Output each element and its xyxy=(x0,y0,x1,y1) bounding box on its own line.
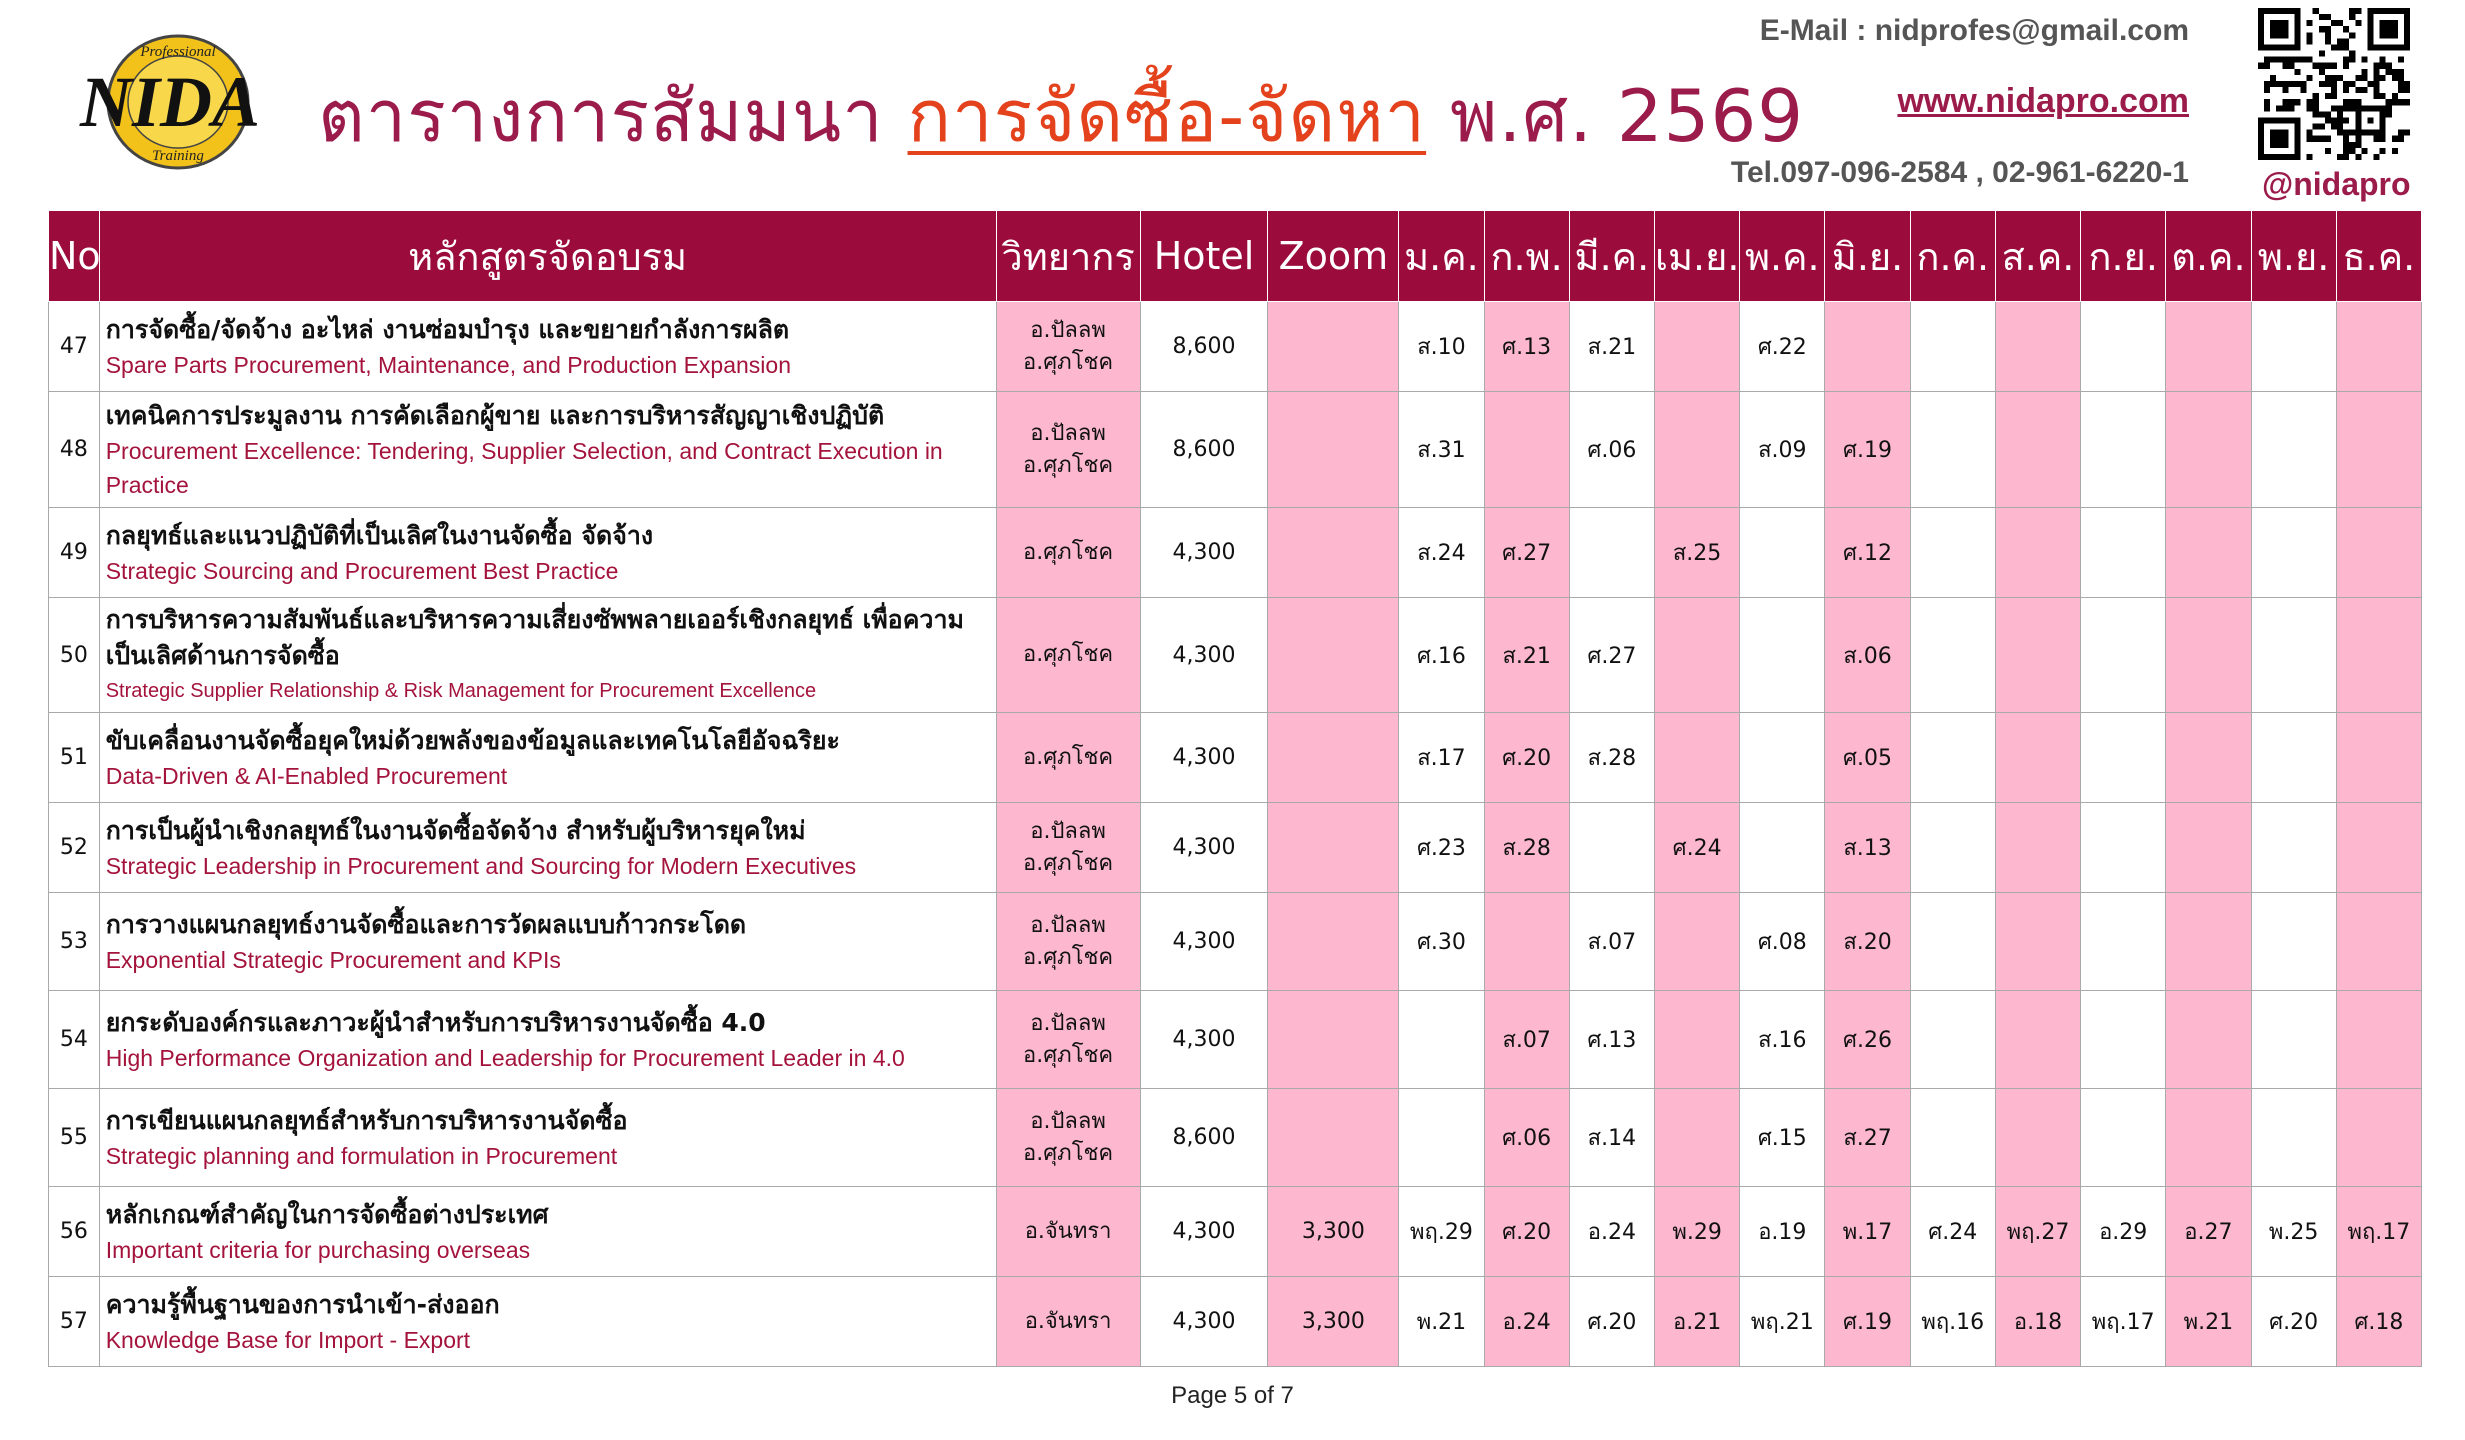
logo-ring-top: Professional xyxy=(140,44,216,60)
month-date-cell xyxy=(2251,302,2336,392)
month-date-cell xyxy=(2166,598,2251,713)
month-date-cell xyxy=(1995,803,2080,893)
course-cell xyxy=(99,893,996,991)
month-date-cell: ส.25 xyxy=(1654,508,1739,598)
month-date-cell: ส.07 xyxy=(1569,893,1654,991)
title-prefix: ตารางการสัมมนา xyxy=(318,74,908,158)
hotel-price: 4,300 xyxy=(1140,508,1268,598)
column-header: ธ.ค. xyxy=(2336,211,2421,302)
month-date-cell xyxy=(1910,893,1995,991)
month-date-cell xyxy=(2166,302,2251,392)
month-date-cell: พ.25 xyxy=(2251,1187,2336,1277)
month-date-cell xyxy=(2251,991,2336,1089)
speaker-name: อ.ปัลลพ xyxy=(1030,1108,1106,1134)
speaker-cell xyxy=(996,1089,1140,1187)
month-date-cell: อ.18 xyxy=(1995,1277,2080,1367)
course-title-thai: การบริหารความสัมพันธ์และบริหารความเสี่ยงซัพพลายเออร์เชิงกลยุทธ์ เพื่อความเป็นเลิศด้านการจัดซื้อ xyxy=(105,605,964,670)
month-date-cell xyxy=(1995,598,2080,713)
column-header: วิทยากร xyxy=(996,211,1140,302)
month-date-cell xyxy=(2251,713,2336,803)
month-date-cell: อ.29 xyxy=(2081,1187,2166,1277)
month-date-cell xyxy=(2336,392,2421,508)
course-title-english: Strategic Sourcing and Procurement Best Practice xyxy=(105,557,619,584)
month-date-cell: ศ.15 xyxy=(1740,1089,1825,1187)
column-header: มี.ค. xyxy=(1569,211,1654,302)
month-date-cell: อ.27 xyxy=(2166,1187,2251,1277)
course-number: 52 xyxy=(49,803,100,893)
course-title-english: Strategic Supplier Relationship & Risk Management for Procurement Excellence xyxy=(105,680,817,702)
course-number: 51 xyxy=(49,713,100,803)
zoom-price xyxy=(1268,598,1399,713)
month-date-cell xyxy=(2166,508,2251,598)
speaker-cell xyxy=(996,991,1140,1089)
month-date-cell xyxy=(1569,508,1654,598)
course-title-english: Knowledge Base for Import - Export xyxy=(105,1326,471,1353)
column-header: เม.ย. xyxy=(1654,211,1739,302)
month-date-cell xyxy=(1910,991,1995,1089)
course-cell xyxy=(99,392,996,508)
course-cell xyxy=(99,713,996,803)
nida-logo xyxy=(60,30,280,180)
month-date-cell xyxy=(1654,893,1739,991)
social-handle[interactable]: @nidapro xyxy=(2262,166,2411,202)
course-number: 47 xyxy=(49,302,100,392)
hotel-price: 4,300 xyxy=(1140,893,1268,991)
month-date-cell: ศ.20 xyxy=(2251,1277,2336,1367)
column-header: No xyxy=(49,211,100,302)
month-date-cell: พ.17 xyxy=(1825,1187,1910,1277)
month-date-cell: ส.17 xyxy=(1399,713,1484,803)
month-date-cell: ศ.24 xyxy=(1910,1187,1995,1277)
month-date-cell: ศ.06 xyxy=(1569,392,1654,508)
month-date-cell xyxy=(2081,392,2166,508)
zoom-price xyxy=(1268,508,1399,598)
month-date-cell: ส.28 xyxy=(1484,803,1569,893)
month-date-cell: ศ.06 xyxy=(1484,1089,1569,1187)
month-date-cell: พฤ.29 xyxy=(1399,1187,1484,1277)
table-row xyxy=(49,1089,2422,1187)
month-date-cell: ศ.19 xyxy=(1825,392,1910,508)
month-date-cell xyxy=(1910,508,1995,598)
month-date-cell: ศ.16 xyxy=(1399,598,1484,713)
month-date-cell xyxy=(1654,392,1739,508)
month-date-cell xyxy=(1825,302,1910,392)
speaker-name: อ.จันทรา xyxy=(1024,1218,1112,1244)
month-date-cell: ศ.19 xyxy=(1825,1277,1910,1367)
hotel-price: 4,300 xyxy=(1140,1277,1268,1367)
course-title-english: Strategic Leadership in Procurement and Sourcing for Modern Executives xyxy=(105,852,857,879)
month-date-cell: ศ.08 xyxy=(1740,893,1825,991)
course-title-thai: การจัดซื้อ/จัดจ้าง อะไหล่ งานซ่อมบำรุง และขยายกำลังการผลิต xyxy=(105,314,790,344)
course-title-thai: ขับเคลื่อนงานจัดซื้อยุคใหม่ด้วยพลังของข้อมูลและเทคโนโลยีอัจฉริยะ xyxy=(105,725,840,755)
table-row xyxy=(49,508,2422,598)
column-header: พ.ย. xyxy=(2251,211,2336,302)
month-date-cell xyxy=(1484,392,1569,508)
month-date-cell xyxy=(2336,893,2421,991)
speaker-name: อ.ปัลลพ xyxy=(1030,1010,1106,1036)
month-date-cell: ศ.20 xyxy=(1569,1277,1654,1367)
month-date-cell xyxy=(2166,713,2251,803)
zoom-price xyxy=(1268,803,1399,893)
contact-email[interactable]: E-Mail : nidprofes@gmail.com xyxy=(1759,14,2189,47)
hotel-price: 4,300 xyxy=(1140,598,1268,713)
month-date-cell: ส.24 xyxy=(1399,508,1484,598)
hotel-price: 4,300 xyxy=(1140,713,1268,803)
month-date-cell xyxy=(1654,713,1739,803)
month-date-cell xyxy=(1740,598,1825,713)
month-date-cell: พฤ.21 xyxy=(1740,1277,1825,1367)
month-date-cell: ศ.26 xyxy=(1825,991,1910,1089)
speaker-name: อ.ปัลลพ xyxy=(1030,317,1106,343)
month-date-cell xyxy=(2251,1089,2336,1187)
zoom-price xyxy=(1268,392,1399,508)
table-row xyxy=(49,598,2422,713)
month-date-cell: ศ.05 xyxy=(1825,713,1910,803)
month-date-cell xyxy=(1654,991,1739,1089)
month-date-cell: พ.29 xyxy=(1654,1187,1739,1277)
month-date-cell xyxy=(2081,991,2166,1089)
month-date-cell: ศ.23 xyxy=(1399,803,1484,893)
month-date-cell xyxy=(1399,1089,1484,1187)
logo-text: NIDA xyxy=(79,62,261,142)
hotel-price: 8,600 xyxy=(1140,302,1268,392)
title-highlight: การจัดซื้อ-จัดหา xyxy=(907,74,1427,158)
table-row xyxy=(49,893,2422,991)
course-number: 56 xyxy=(49,1187,100,1277)
speaker-cell xyxy=(996,392,1140,508)
column-header: ม.ค. xyxy=(1399,211,1484,302)
month-date-cell xyxy=(1995,302,2080,392)
month-date-cell xyxy=(1910,302,1995,392)
hotel-price: 4,300 xyxy=(1140,1187,1268,1277)
hotel-price: 8,600 xyxy=(1140,392,1268,508)
seminar-schedule-table xyxy=(48,210,2422,1367)
month-date-cell xyxy=(1399,991,1484,1089)
month-date-cell: อ.24 xyxy=(1569,1187,1654,1277)
month-date-cell: ศ.20 xyxy=(1484,1187,1569,1277)
qr-code-icon xyxy=(2258,8,2410,160)
month-date-cell: อ.21 xyxy=(1654,1277,1739,1367)
month-date-cell: ศ.24 xyxy=(1654,803,1739,893)
month-date-cell xyxy=(2166,893,2251,991)
speaker-name: อ.ศุภโชค xyxy=(1023,642,1114,667)
month-date-cell xyxy=(2251,598,2336,713)
table-header-row xyxy=(49,211,2422,302)
speaker-name: อ.ศุภโชค xyxy=(1023,539,1114,565)
month-date-cell xyxy=(2336,598,2421,713)
month-date-cell xyxy=(2336,508,2421,598)
speaker-cell xyxy=(996,1187,1140,1277)
month-date-cell xyxy=(1484,893,1569,991)
course-title-thai: การเขียนแผนกลยุทธ์สำหรับการบริหารงานจัดซื้อ xyxy=(105,1105,628,1135)
course-title-thai: เทคนิคการประมูลงาน การคัดเลือกผู้ขาย และการบริหารสัญญาเชิงปฏิบัติ xyxy=(105,400,885,430)
month-date-cell: ส.21 xyxy=(1484,598,1569,713)
zoom-price xyxy=(1268,1089,1399,1187)
column-header: ต.ค. xyxy=(2166,211,2251,302)
speaker-cell xyxy=(996,803,1140,893)
title-suffix: พ.ศ. 2569 xyxy=(1426,74,1805,158)
month-date-cell: พ.21 xyxy=(1399,1277,1484,1367)
course-number: 53 xyxy=(49,893,100,991)
speaker-name: อ.ศุภโชค xyxy=(1023,744,1114,770)
month-date-cell: ส.31 xyxy=(1399,392,1484,508)
month-date-cell xyxy=(2336,803,2421,893)
course-title-thai: ความรู้พื้นฐานของการนำเข้า-ส่งออก xyxy=(105,1289,500,1319)
month-date-cell xyxy=(2166,392,2251,508)
table-row xyxy=(49,803,2422,893)
course-title-english: Exponential Strategic Procurement and KPIs xyxy=(105,946,561,973)
hotel-price: 8,600 xyxy=(1140,1089,1268,1187)
speaker-name: อ.ปัลลพ xyxy=(1030,912,1106,938)
month-date-cell xyxy=(1910,598,1995,713)
hotel-price: 4,300 xyxy=(1140,991,1268,1089)
month-date-cell: ศ.30 xyxy=(1399,893,1484,991)
month-date-cell xyxy=(1910,392,1995,508)
zoom-price xyxy=(1268,893,1399,991)
course-cell xyxy=(99,1277,996,1367)
column-header: ก.ย. xyxy=(2081,211,2166,302)
speaker-cell xyxy=(996,893,1140,991)
speaker-cell xyxy=(996,508,1140,598)
month-date-cell: พฤ.27 xyxy=(1995,1187,2080,1277)
month-date-cell xyxy=(2081,302,2166,392)
website-link[interactable]: www.nidapro.com xyxy=(1897,82,2189,120)
speaker-cell xyxy=(996,598,1140,713)
course-title-thai: การวางแผนกลยุทธ์งานจัดซื้อและการวัดผลแบบก้าวกระโดด xyxy=(105,909,747,939)
column-header: ก.ค. xyxy=(1910,211,1995,302)
table-row xyxy=(49,392,2422,508)
month-date-cell xyxy=(1654,1089,1739,1187)
month-date-cell xyxy=(1654,598,1739,713)
month-date-cell xyxy=(1740,508,1825,598)
month-date-cell: ศ.20 xyxy=(1484,713,1569,803)
zoom-price: 3,300 xyxy=(1268,1187,1399,1277)
month-date-cell: ส.10 xyxy=(1399,302,1484,392)
course-title-english: Procurement Excellence: Tendering, Supplier Selection, and Contract Execution in Practice xyxy=(105,437,943,498)
course-cell xyxy=(99,1187,996,1277)
month-date-cell xyxy=(2166,803,2251,893)
month-date-cell xyxy=(1910,713,1995,803)
month-date-cell xyxy=(1995,893,2080,991)
course-title-thai: กลยุทธ์และแนวปฏิบัติที่เป็นเลิศในงานจัดซื้อ จัดจ้าง xyxy=(105,520,654,550)
month-date-cell xyxy=(1995,392,2080,508)
column-header: พ.ค. xyxy=(1740,211,1825,302)
month-date-cell: อ.19 xyxy=(1740,1187,1825,1277)
course-title-english: Data-Driven & AI-Enabled Procurement xyxy=(105,762,508,789)
month-date-cell xyxy=(1995,508,2080,598)
zoom-price xyxy=(1268,713,1399,803)
column-header: มิ.ย. xyxy=(1825,211,1910,302)
speaker-name: อ.ปัลลพ xyxy=(1030,818,1106,844)
course-cell xyxy=(99,803,996,893)
month-date-cell: ส.14 xyxy=(1569,1089,1654,1187)
speaker-name: อ.ศุภโชค xyxy=(1023,944,1114,970)
month-date-cell: ศ.22 xyxy=(1740,302,1825,392)
nida-logo-graphic xyxy=(60,30,280,180)
month-date-cell xyxy=(1995,713,2080,803)
month-date-cell xyxy=(2251,508,2336,598)
table-row xyxy=(49,302,2422,392)
month-date-cell xyxy=(2336,991,2421,1089)
course-number: 55 xyxy=(49,1089,100,1187)
month-date-cell: พฤ.17 xyxy=(2336,1187,2421,1277)
course-cell xyxy=(99,991,996,1089)
table-row xyxy=(49,1187,2422,1277)
course-title-thai: ยกระดับองค์กรและภาวะผู้นำสำหรับการบริหารงานจัดซื้อ 4.0 xyxy=(105,1007,766,1037)
logo-ring-bottom: Training xyxy=(152,148,204,164)
course-cell xyxy=(99,1089,996,1187)
table-row xyxy=(49,1277,2422,1367)
month-date-cell: ศ.13 xyxy=(1484,302,1569,392)
hotel-price: 4,300 xyxy=(1140,803,1268,893)
month-date-cell xyxy=(1569,803,1654,893)
column-header: Hotel xyxy=(1140,211,1268,302)
course-title-english: High Performance Organization and Leadership for Procurement Leader in 4.0 xyxy=(105,1044,905,1071)
month-date-cell: ส.20 xyxy=(1825,893,1910,991)
course-number: 48 xyxy=(49,392,100,508)
month-date-cell: ส.27 xyxy=(1825,1089,1910,1187)
month-date-cell: ส.09 xyxy=(1740,392,1825,508)
table-row xyxy=(49,713,2422,803)
month-date-cell: ส.13 xyxy=(1825,803,1910,893)
month-date-cell xyxy=(1740,803,1825,893)
month-date-cell xyxy=(2166,991,2251,1089)
course-number: 50 xyxy=(49,598,100,713)
month-date-cell: ส.07 xyxy=(1484,991,1569,1089)
month-date-cell: ส.28 xyxy=(1569,713,1654,803)
table-row xyxy=(49,991,2422,1089)
month-date-cell xyxy=(1910,803,1995,893)
month-date-cell: พฤ.17 xyxy=(2081,1277,2166,1367)
course-title-english: Strategic planning and formulation in Procurement xyxy=(105,1142,618,1169)
course-title-english: Spare Parts Procurement, Maintenance, and Production Expansion xyxy=(105,351,792,378)
speaker-name: อ.ศุภโชค xyxy=(1023,349,1114,375)
speaker-name: อ.ศุภโชค xyxy=(1023,452,1114,478)
month-date-cell: ส.16 xyxy=(1740,991,1825,1089)
month-date-cell: ศ.18 xyxy=(2336,1277,2421,1367)
month-date-cell xyxy=(1740,713,1825,803)
month-date-cell xyxy=(2081,508,2166,598)
course-cell xyxy=(99,598,996,713)
month-date-cell: พฤ.16 xyxy=(1910,1277,1995,1367)
month-date-cell: อ.24 xyxy=(1484,1277,1569,1367)
month-date-cell xyxy=(2081,803,2166,893)
month-date-cell xyxy=(1995,1089,2080,1187)
course-cell xyxy=(99,302,996,392)
contact-phone: Tel.097-096-2584 , 02-961-6220-1 xyxy=(1730,156,2189,189)
speaker-name: อ.ศุภโชค xyxy=(1023,1140,1114,1166)
speaker-cell xyxy=(996,713,1140,803)
course-title-thai: หลักเกณฑ์สำคัญในการจัดซื้อต่างประเทศ xyxy=(105,1199,549,1229)
month-date-cell xyxy=(2081,893,2166,991)
month-date-cell xyxy=(2081,1089,2166,1187)
course-title-thai: การเป็นผู้นำเชิงกลยุทธ์ในงานจัดซื้อจัดจ้าง สำหรับผู้บริหารยุคใหม่ xyxy=(105,815,806,845)
month-date-cell xyxy=(2336,713,2421,803)
month-date-cell: ศ.27 xyxy=(1484,508,1569,598)
speaker-name: อ.ศุภโชค xyxy=(1023,1042,1114,1068)
month-date-cell xyxy=(1910,1089,1995,1187)
speaker-cell xyxy=(996,302,1140,392)
zoom-price: 3,300 xyxy=(1268,1277,1399,1367)
speaker-cell xyxy=(996,1277,1140,1367)
month-date-cell: ส.21 xyxy=(1569,302,1654,392)
zoom-price xyxy=(1268,302,1399,392)
month-date-cell xyxy=(2251,803,2336,893)
month-date-cell xyxy=(2166,1089,2251,1187)
month-date-cell xyxy=(1995,991,2080,1089)
speaker-name: อ.ปัลลพ xyxy=(1030,420,1106,446)
month-date-cell xyxy=(2251,392,2336,508)
column-header: Zoom xyxy=(1268,211,1399,302)
month-date-cell xyxy=(1654,302,1739,392)
course-number: 54 xyxy=(49,991,100,1089)
course-title-english: Important criteria for purchasing overseas xyxy=(105,1236,531,1263)
month-date-cell: ศ.12 xyxy=(1825,508,1910,598)
course-cell xyxy=(99,508,996,598)
month-date-cell: พ.21 xyxy=(2166,1277,2251,1367)
column-header: ก.พ. xyxy=(1484,211,1569,302)
page-number: Page 5 of 7 xyxy=(1171,1382,1294,1409)
month-date-cell xyxy=(2081,598,2166,713)
zoom-price xyxy=(1268,991,1399,1089)
month-date-cell: ศ.13 xyxy=(1569,991,1654,1089)
speaker-name: อ.ศุภโชค xyxy=(1023,850,1114,876)
month-date-cell xyxy=(2336,1089,2421,1187)
column-header: ส.ค. xyxy=(1995,211,2080,302)
month-date-cell xyxy=(2336,302,2421,392)
month-date-cell xyxy=(2081,713,2166,803)
column-header: หลักสูตรจัดอบรม xyxy=(99,211,996,302)
month-date-cell xyxy=(2251,893,2336,991)
course-number: 57 xyxy=(49,1277,100,1367)
month-date-cell: ศ.27 xyxy=(1569,598,1654,713)
month-date-cell: ส.06 xyxy=(1825,598,1910,713)
course-number: 49 xyxy=(49,508,100,598)
page-title xyxy=(318,58,1804,173)
speaker-name: อ.จันทรา xyxy=(1024,1308,1112,1334)
